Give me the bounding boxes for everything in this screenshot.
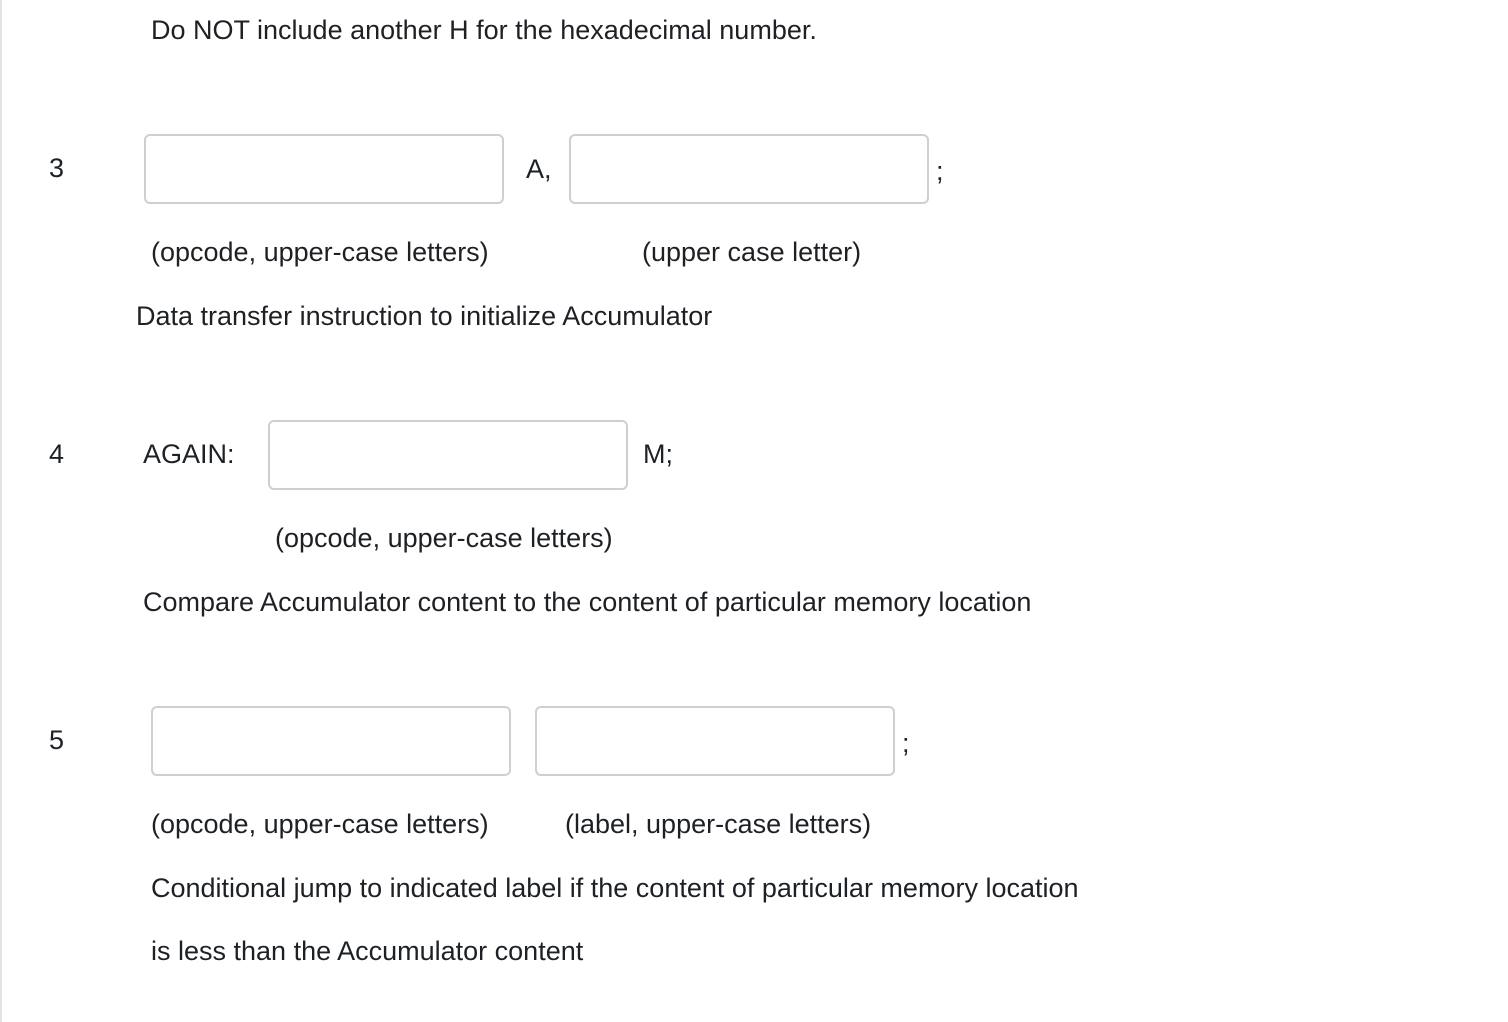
line3-semicolon: ;: [936, 156, 944, 186]
left-border: [0, 0, 2, 1022]
intro-note: Do NOT include another H for the hexadecimal number.: [151, 15, 817, 45]
line5-label-hint: (label, upper-case letters): [565, 809, 872, 839]
line4-description: Compare Accumulator content to the content of particular memory location: [143, 587, 1032, 617]
line5-description-line1: Conditional jump to indicated label if the content of particular memory location: [151, 873, 1079, 903]
line-number-4: 4: [49, 439, 65, 469]
line4-label-again: AGAIN:: [143, 439, 235, 469]
line-number-3: 3: [49, 153, 65, 183]
line5-opcode-hint: (opcode, upper-case letters): [151, 809, 489, 839]
line4-opcode-input[interactable]: [268, 420, 628, 490]
line5-semicolon: ;: [902, 728, 910, 758]
line3-opcode-input[interactable]: [144, 134, 504, 204]
line3-operand-hint: (upper case letter): [642, 237, 862, 267]
line3-opcode-hint: (opcode, upper-case letters): [151, 237, 489, 267]
line3-register-a-text: A,: [526, 154, 552, 184]
line4-operand-text: M;: [643, 439, 673, 469]
line5-description-line2: is less than the Accumulator content: [151, 936, 584, 966]
line5-label-input[interactable]: [535, 706, 895, 776]
line5-opcode-input[interactable]: [151, 706, 511, 776]
line3-operand-input[interactable]: [569, 134, 929, 204]
line3-description: Data transfer instruction to initialize Accumulator: [136, 301, 713, 331]
line4-opcode-hint: (opcode, upper-case letters): [275, 523, 613, 553]
line-number-5: 5: [49, 725, 65, 755]
